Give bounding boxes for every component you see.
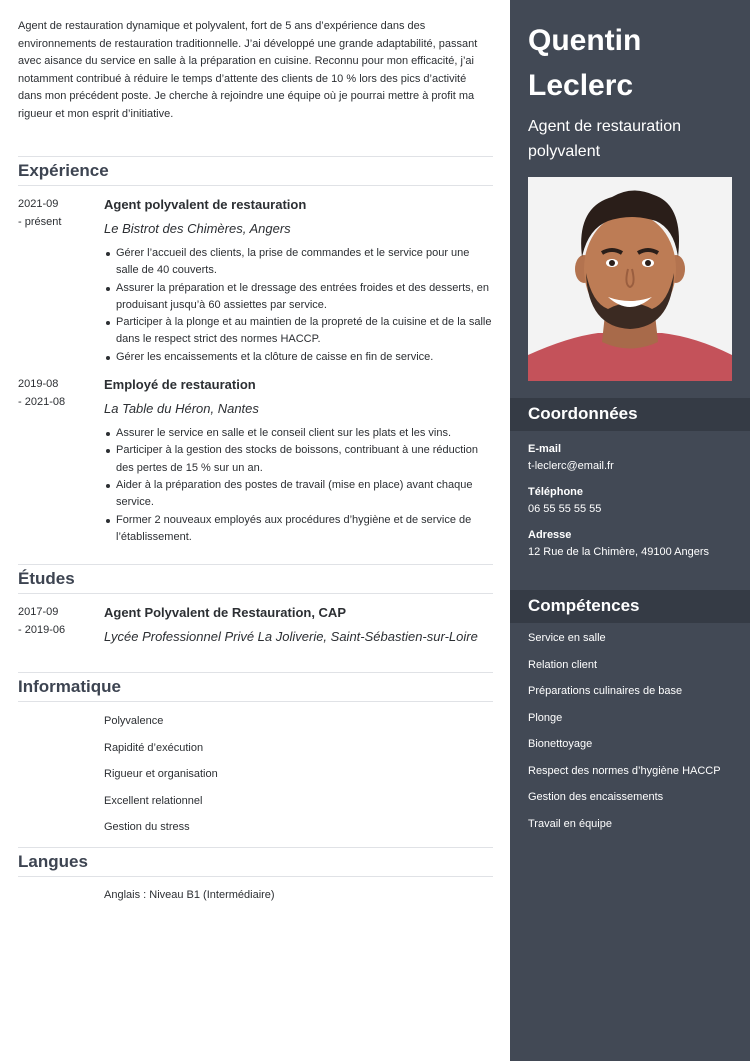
entry-body bbox=[104, 196, 493, 366]
list-item: Rapidité d’exécution bbox=[104, 741, 204, 754]
entry-date bbox=[18, 604, 104, 645]
list-item: Excellent relationnel bbox=[104, 794, 203, 807]
task-item: Former 2 nouveaux employés aux procédures d’hygiène et de service de l’établissement. bbox=[104, 512, 493, 547]
section-title-education: Études bbox=[18, 564, 493, 594]
langues-list bbox=[104, 888, 492, 902]
section-title-contact: Coordonnées bbox=[510, 398, 750, 431]
task-item: Assurer le service en salle et le conseil client sur les plats et les vins. bbox=[104, 425, 493, 442]
email-label: E-mail bbox=[528, 443, 562, 455]
phone-label: Téléphone bbox=[528, 486, 584, 498]
profile-summary: Agent de restauration dynamique et polyvalent, fort de 5 ans d’expérience dans des environnements de restauration traditionnelle. J’ai développé une grande adaptabilité, passant avec aisance du service en salle à la préparation en cuisine. Reconnu pour mon efficacité, j’ai notamment contribué à réduire le temps d’attente des clients de 10 % lors des pics d’activité dans mon précédent poste. Je cherche à rejoindre une équipe où je pourrai mettre à profit ma rigueur et mon esprit d’initiative. bbox=[18, 20, 478, 120]
task-list bbox=[104, 425, 493, 546]
informatique-list bbox=[104, 714, 492, 834]
phone-value[interactable]: 06 55 55 55 55 bbox=[528, 503, 602, 515]
first-name: Quentin bbox=[528, 24, 642, 57]
portrait-illustration bbox=[528, 177, 732, 381]
skill-item: Gestion des encaissements bbox=[528, 791, 664, 803]
experience-entry bbox=[18, 196, 493, 366]
profile-photo bbox=[528, 177, 732, 381]
entry-date bbox=[18, 196, 104, 366]
address-value: 12 Rue de la Chimère, 49100 Angers bbox=[528, 546, 710, 558]
job-title: Agent polyvalent de restauration bbox=[104, 197, 307, 212]
informatique-section bbox=[18, 672, 492, 834]
school: Lycée Professionnel Privé La Joliverie, Saint-Sébastien-sur-Loire bbox=[104, 629, 478, 645]
skills-list bbox=[528, 630, 738, 842]
education-section bbox=[18, 564, 492, 645]
candidate-role: Agent de restauration polyvalent bbox=[528, 118, 681, 160]
task-item: Gérer les encaissements et la clôture de caisse en fin de service. bbox=[104, 349, 493, 366]
skill-item: Respect des normes d’hygiène HACCP bbox=[528, 764, 721, 777]
employer: Le Bistrot des Chimères, Angers bbox=[104, 221, 291, 236]
section-title-skills: Compétences bbox=[510, 590, 750, 623]
task-item: Participer à la gestion des stocks de boissons, contribuant à une réduction des pertes de 15 % sur un an. bbox=[104, 442, 493, 477]
address-label: Adresse bbox=[528, 529, 572, 541]
section-title-informatique: Informatique bbox=[18, 672, 493, 702]
date-start: 2021-09 bbox=[18, 198, 59, 210]
skill-item: Travail en équipe bbox=[528, 817, 612, 830]
list-item: Gestion du stress bbox=[104, 821, 190, 834]
experience-section bbox=[18, 156, 492, 546]
skill-item: Bionettoyage bbox=[528, 738, 593, 750]
job-title: Employé de restauration bbox=[104, 377, 256, 393]
date-start: 2019-08 bbox=[18, 378, 59, 391]
email-value[interactable]: t-leclerc@email.fr bbox=[528, 460, 614, 472]
entry-body bbox=[104, 604, 493, 645]
candidate-name bbox=[510, 0, 750, 108]
section-title-langues: Langues bbox=[18, 847, 493, 877]
entry-date bbox=[18, 376, 104, 546]
task-item: Gérer l’accueil des clients, la prise de commandes et le service pour une salle de 40 couverts. bbox=[104, 245, 493, 280]
task-item: Participer à la plonge et au maintien de la propreté de la cuisine et de la salle dans le respect strict des normes HACCP. bbox=[104, 314, 493, 349]
last-name: Leclerc bbox=[528, 69, 634, 102]
date-end: - 2021-08 bbox=[18, 395, 66, 408]
list-item: Polyvalence bbox=[104, 715, 164, 728]
skill-item: Service en salle bbox=[528, 632, 606, 644]
date-end: - présent bbox=[18, 215, 62, 228]
skill-item: Préparations culinaires de base bbox=[528, 685, 683, 697]
employer: La Table du Héron, Nantes bbox=[104, 401, 259, 417]
task-list bbox=[104, 245, 493, 366]
sidebar bbox=[510, 0, 750, 1061]
task-item: Assurer la préparation et le dressage des entrées froides et des desserts, en produisant jusqu’à 60 assiettes par service. bbox=[104, 280, 493, 315]
date-end: - 2019-06 bbox=[18, 623, 66, 636]
langues-section bbox=[18, 847, 492, 902]
contact-block bbox=[528, 441, 738, 570]
date-start: 2017-09 bbox=[18, 606, 59, 619]
section-title-experience: Expérience bbox=[18, 156, 493, 186]
experience-entry bbox=[18, 376, 493, 546]
entry-body bbox=[104, 376, 493, 546]
education-entry bbox=[18, 604, 493, 645]
skill-item: Relation client bbox=[528, 658, 598, 671]
list-item: Anglais : Niveau B1 (Intermédiaire) bbox=[104, 888, 275, 901]
degree-title: Agent Polyvalent de Restauration, CAP bbox=[104, 605, 346, 621]
task-item: Aider à la préparation des postes de travail (mise en place) avant chaque service. bbox=[104, 477, 493, 512]
skill-item: Plonge bbox=[528, 711, 563, 724]
list-item: Rigueur et organisation bbox=[104, 768, 218, 781]
